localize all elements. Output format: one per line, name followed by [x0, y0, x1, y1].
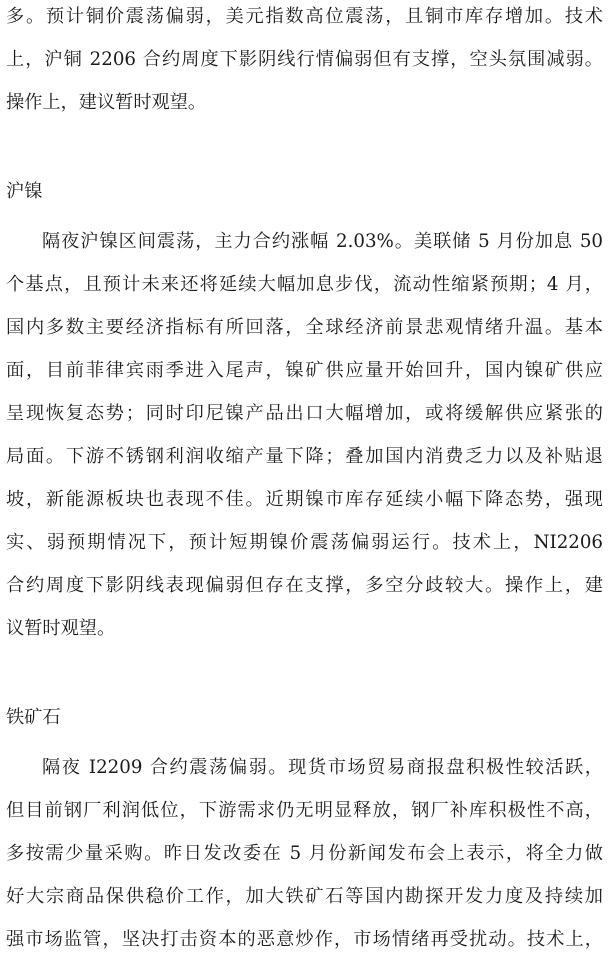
nickel-text-line-3: 国内多数主要经济指标有所回落，全球经济前景悲观情绪升温。基本 [6, 317, 603, 338]
nickel-text-line-8: 实、弱预期情况下，预计短期镍价震荡偏弱运行。技术上，NI2206 [6, 532, 603, 553]
nickel-heading: 沪镍 [6, 181, 43, 202]
nickel-text-line-9: 合约周度下影阴线表现偏弱但存在支撑，多空分歧较大。操作上，建 [6, 575, 603, 596]
iron-ore-text-line-4: 好大宗商品保供稳价工作，加大铁矿石等国内勘探开发力度及持续加 [6, 886, 603, 907]
iron-ore-text-line-2: 但目前钢厂利润低位，下游需求仍无明显释放，钢厂补库积极性不高， [6, 800, 603, 821]
nickel-text-line-4: 面，目前菲律宾雨季进入尾声，镍矿供应量开始回升，国内镍矿供应 [6, 360, 603, 381]
copper-text-line-1: 多。预计铜价震荡偏弱，美元指数高位震荡，且铜市库存增加。技术 [6, 6, 603, 27]
iron-ore-heading: 铁矿石 [6, 707, 61, 728]
nickel-text-line-2: 个基点，且预计未来还将延续大幅加息步伐，流动性缩紧预期；4 月， [6, 274, 603, 295]
iron-ore-text-line-5: 强市场监管，坚决打击资本的恶意炒作，市场情绪再受扰动。技术上， [6, 929, 603, 950]
nickel-text-line-1: 隔夜沪镍区间震荡，主力合约涨幅 2.03%。美联储 5 月份加息 50 [42, 231, 603, 252]
iron-ore-text-line-1: 隔夜 I2209 合约震荡偏弱。现货市场贸易商报盘积极性较活跃， [42, 757, 603, 778]
nickel-text-line-6: 局面。下游不锈钢利润收缩产量下降；叠加国内消费乏力以及补贴退 [6, 446, 603, 467]
nickel-text-line-10: 议暂时观望。 [6, 618, 116, 639]
copper-text-line-2: 上，沪铜 2206 合约周度下影阴线行情偏弱但有支撑，空头氛围减弱。 [6, 49, 603, 70]
iron-ore-text-line-3: 多按需少量采购。昨日发改委在 5 月份新闻发布会上表示，将全力做 [6, 843, 603, 864]
nickel-text-line-7: 坡，新能源板块也表现不佳。近期镍市库存延续小幅下降态势，强现 [6, 489, 603, 510]
nickel-text-line-5: 呈现恢复态势；同时印尼镍产品出口大幅增加，或将缓解供应紧张的 [6, 403, 603, 424]
copper-text-line-3: 操作上，建议暂时观望。 [6, 92, 207, 113]
